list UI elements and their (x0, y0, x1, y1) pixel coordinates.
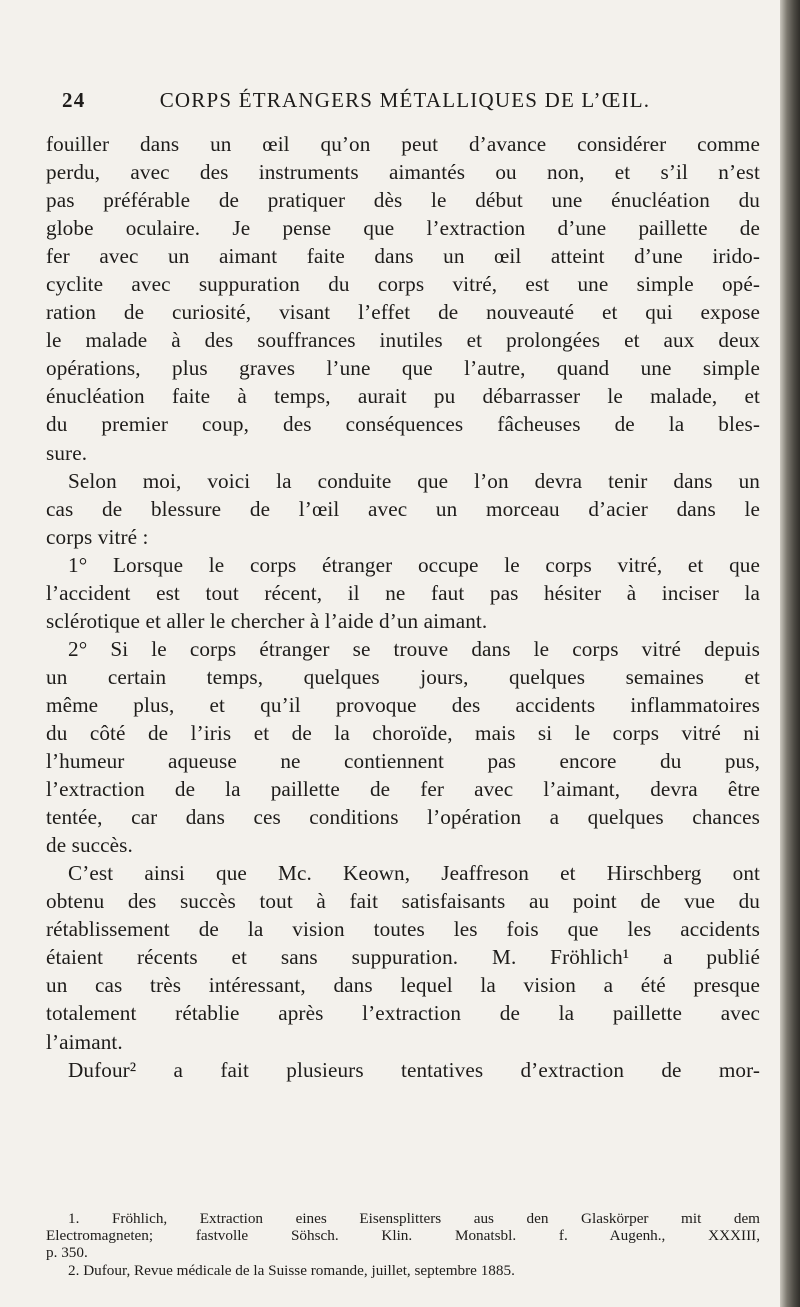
text-line: l’humeur aqueuse ne contiennent pas encore du pus, (46, 749, 760, 774)
running-title: CORPS ÉTRANGERS MÉTALLIQUES DE L’ŒIL. (159, 88, 651, 112)
text-line: totalement rétablie après l’extraction de la paillette avec (46, 1001, 760, 1026)
text-line: l’aimant. (46, 1029, 123, 1054)
text-line: même plus, et qu’il provoque des accidents inflammatoires (46, 692, 760, 717)
main-text (46, 130, 760, 1084)
paragraph (46, 859, 760, 1055)
text-line: C’est ainsi que Mc. Keown, Jeaffreson et Hirschberg ont (68, 861, 760, 886)
text-line: 1° Lorsque le corps étranger occupe le corps vitré, et que (68, 552, 760, 577)
text-line: obtenu des succès tout à fait satisfaisants au point de vue du (46, 889, 760, 914)
text-line: étaient récents et sans suppuration. M. Fröhlich¹ a publié (46, 945, 760, 970)
text-line: de succès. (46, 833, 133, 858)
footnote-line: Electromagneten; fastvolle Söhsch. Klin. Monatsbl. f. Augenh., XXXIII, (46, 1227, 760, 1245)
paragraph (46, 467, 760, 551)
text-line: fer avec un aimant faite dans un œil atteint d’une irido- (46, 244, 760, 269)
text-line: énucléation faite à temps, aurait pu débarrasser le malade, et (46, 384, 760, 409)
footnote-1 (46, 1210, 760, 1262)
running-header (62, 88, 728, 116)
text-line: l’accident est tout récent, il ne faut pas hésiter à inciser la (46, 580, 760, 605)
footnote-line: p. 350. (46, 1244, 88, 1262)
footnotes (46, 1210, 760, 1279)
paragraph (46, 635, 760, 859)
text-line: Selon moi, voici la conduite que l’on devra tenir dans un (68, 468, 760, 493)
text-line: cyclite avec suppuration du corps vitré, est une simple opé- (46, 272, 760, 297)
text-line: du côté de l’iris et de la choroïde, mais si le corps vitré ni (46, 720, 760, 745)
text-line: 2° Si le corps étranger se trouve dans le corps vitré depuis (68, 636, 760, 661)
text-line: ration de curiosité, visant l’effet de nouveauté et qui expose (46, 300, 760, 325)
text-line: globe oculaire. Je pense que l’extraction d’une paillette de (46, 216, 760, 241)
text-line: fouiller dans un œil qu’on peut d’avance considérer comme (46, 132, 760, 156)
footnote-2 (46, 1262, 760, 1279)
text-line: corps vitré : (46, 524, 149, 549)
footnote-line: 2. Dufour, Revue médicale de la Suisse romande, juillet, septembre 1885. (68, 1261, 515, 1279)
text-line: un cas très intéressant, dans lequel la vision a été presque (46, 973, 760, 998)
text-line: Dufour² a fait plusieurs tentatives d’extraction de mor- (68, 1057, 760, 1082)
text-line: sclérotique et aller le chercher à l’aide d’un aimant. (46, 608, 488, 633)
text-line: tentée, car dans ces conditions l’opération a quelques chances (46, 805, 760, 830)
text-line: perdu, avec des instruments aimantés ou non, et s’il n’est (46, 160, 760, 185)
text-line: sure. (46, 440, 88, 465)
text-line: l’extraction de la paillette de fer avec l’aimant, devra être (46, 777, 760, 802)
text-line: rétablissement de la vision toutes les fois que les accidents (46, 917, 760, 942)
text-line: un certain temps, quelques jours, quelques semaines et (46, 664, 760, 689)
text-line: le malade à des souffrances inutiles et prolongées et aux deux (46, 328, 760, 353)
paragraph (46, 1056, 760, 1084)
text-line: du premier coup, des conséquences fâcheuses de la bles- (46, 412, 760, 437)
paragraph (46, 551, 760, 635)
page-edge-shadow (780, 0, 800, 1307)
text-line: opérations, plus graves l’une que l’autre, quand une simple (46, 356, 760, 381)
page-number: 24 (62, 88, 86, 112)
text-line: pas préférable de pratiquer dès le début une énucléation du (46, 188, 760, 213)
paragraph (46, 130, 760, 467)
footnote-line: 1. Fröhlich, Extraction eines Eisensplitters aus den Glaskörper mit dem (68, 1210, 760, 1227)
text-line: cas de blessure de l’œil avec un morceau d’acier dans le (46, 496, 760, 521)
